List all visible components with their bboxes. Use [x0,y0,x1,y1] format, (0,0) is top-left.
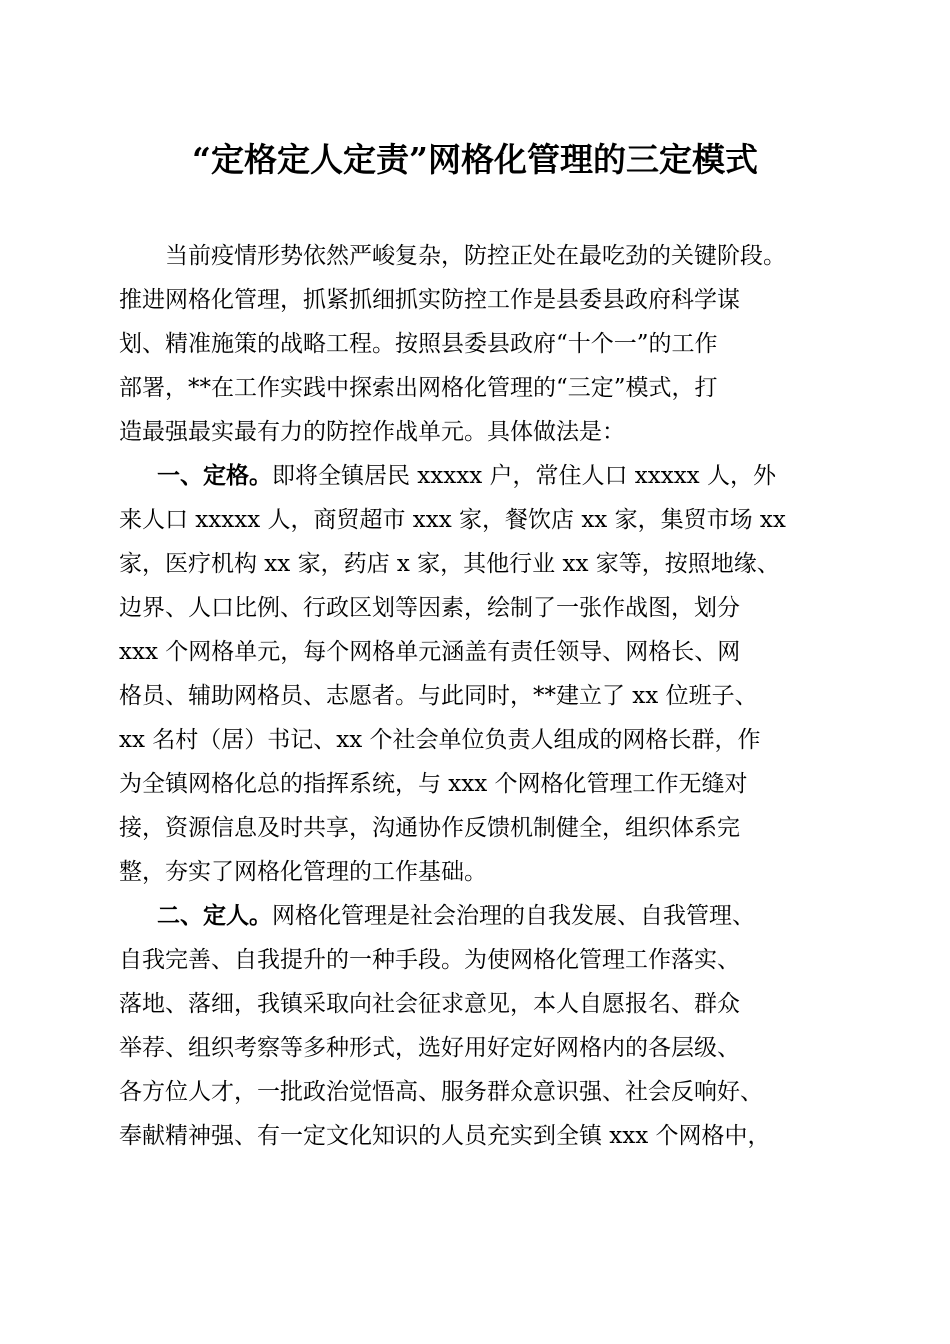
section2-heading: 二、定人。 [157,902,272,929]
section2-line: 各方位人才，一批政治觉悟高、服务群众意识强、社会反响好、 [119,1079,763,1105]
section2-line: 自我完善、自我提升的一种手段。为使网格化管理工作落实、 [119,947,740,973]
section2-first-line-text: 网格化管理是社会治理的自我发展、自我管理、 [272,903,755,929]
section2-line: 落地、落细，我镇采取向社会征求意见，本人自愿报名、群众 [119,991,740,1017]
section1-line: 为全镇网格化总的指挥系统，与 xxx 个网格化管理工作无缝对 [119,771,748,797]
section1-first-line-text: 即将全镇居民 xxxxx 户，常住人口 xxxxx 人，外 [272,463,776,489]
section1-line: 整，夯实了网格化管理的工作基础。 [119,859,487,885]
intro-line: 造最强最实最有力的防控作战单元。具体做法是： [119,419,625,445]
intro-line: 划、精准施策的战略工程。按照县委县政府“十个一”的工作 [119,331,718,357]
section1-line: xxx 个网格单元，每个网格单元涵盖有责任领导、网格长、网 [119,639,741,665]
section2-line: 奉献精神强、有一定文化知识的人员充实到全镇 xxx 个网格中， [119,1123,771,1149]
section2-line: 举荐、组织考察等多种形式，选好用好定好网格内的各层级、 [119,1035,740,1061]
section1-line: 家，医疗机构 xx 家，药店 x 家，其他行业 xx 家等，按照地缘、 [119,551,780,577]
section1-line: xx 名村（居）书记、xx 个社会单位负责人组成的网格长群，作 [119,727,761,753]
document-body [119,234,859,1158]
section1-line: 格员、辅助网格员、志愿者。与此同时，**建立了 xx 位班子、 [119,683,758,709]
section2-first-line [119,894,859,938]
document-title: “定格定人定责”网格化管理的三定模式 [192,140,758,179]
section1-line: 来人口 xxxxx 人，商贸超市 xxx 家，餐饮店 xx 家，集贸市场 xx [119,507,786,533]
intro-line: 推进网格化管理，抓紧抓细抓实防控工作是县委县政府科学谋 [119,287,740,313]
intro-line: 当前疫情形势依然严峻复杂，防控正处在最吃劲的关键阶段。 [165,243,786,269]
section1-line: 边界、人口比例、行政区划等因素，绘制了一张作战图，划分 [119,595,740,621]
section1-line: 接，资源信息及时共享，沟通协作反馈机制健全，组织体系完 [119,815,740,841]
intro-line: 部署，**在工作实践中探索出网格化管理的“三定”模式，打 [119,375,718,401]
section1-heading: 一、定格。 [157,462,272,489]
section1-first-line [119,454,859,498]
